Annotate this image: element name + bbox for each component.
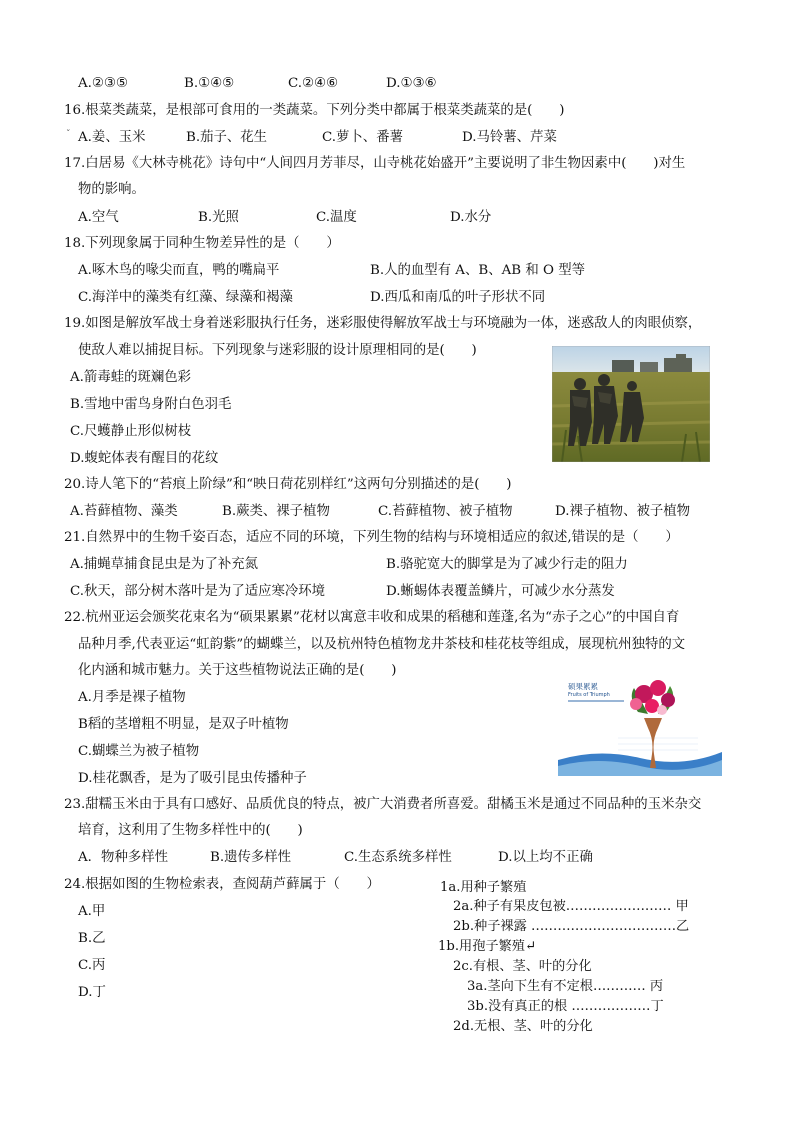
q17-option-c: C.温度	[316, 210, 357, 225]
q16-option-c: C.萝卜、番薯	[322, 130, 403, 145]
q18-option-c: C.海洋中的藻类有红藻、绿藻和褐藻	[78, 290, 293, 305]
q22-option-b: B稻的茎增粗不明显，是双子叶植物	[78, 717, 289, 732]
q21-option-b: B.骆驼宽大的脚掌是为了减少行走的阻力	[386, 557, 628, 572]
q21-stem: 21.自然界中的生物千姿百态，适应不同的环境，下列生物的结构与环境相适应的叙述,错误的是（ ）	[64, 530, 679, 545]
key-line-2c: 2c.有根、茎、叶的分化	[453, 959, 592, 974]
q18-option-a: A.啄木鸟的喙尖而直，鸭的嘴扁平	[78, 263, 280, 278]
q19-option-b: B.雪地中雷鸟身附白色羽毛	[70, 397, 232, 412]
q21-option-d: D.蜥蜴体表覆盖鳞片，可减少水分蒸发	[386, 584, 615, 599]
q21-option-c: C.秋天，部分树木落叶是为了适应寒冷环境	[70, 584, 326, 599]
q19-stem-line2: 使敌人难以捕捉目标。下列现象与迷彩服的设计原理相同的是( )	[78, 343, 477, 358]
q16-option-d: D.马铃薯、芹菜	[462, 130, 557, 145]
key-line-2a: 2a.种子有果皮包被…………………… 甲	[453, 899, 689, 914]
key-line-3b: 3b.没有真正的根 ………………丁	[467, 999, 664, 1014]
bouquet-title: 硕果累累	[568, 682, 598, 691]
q22-option-c: C.蝴蝶兰为被子植物	[78, 744, 200, 759]
q20-option-a: A.苔藓植物、藻类	[70, 504, 178, 519]
q22-stem-line1: 22.杭州亚运会颁奖花束名为“硕果累累”花材以寓意丰收和成果的稻穗和莲蓬,名为“赤子之心”的中国自育	[64, 610, 680, 625]
q16-stem: 16.根菜类蔬菜，是根部可食用的一类蔬菜。下列分类中都属于根菜类蔬菜的是( )	[64, 103, 565, 118]
q16-option-a: A.姜、玉米	[78, 130, 146, 145]
q19-option-c: C.尺蠖静止形似树枝	[70, 424, 192, 439]
q17-stem-line1: 17.白居易《大林寺桃花》诗句中“人间四月芳菲尽，山寺桃花始盛开”主要说明了非生物因素中( )对生	[64, 156, 686, 171]
q24-option-b: B.乙	[78, 931, 106, 946]
q18-option-d: D.西瓜和南瓜的叶子形状不同	[370, 290, 546, 305]
q19-option-d: D.蝮蛇体表有醒目的花纹	[70, 451, 219, 466]
q16-option-b: B.茄子、花生	[186, 130, 268, 145]
q23-option-b: B.遗传多样性	[210, 850, 292, 865]
q22-option-d: D.桂花飘香，是为了吸引昆虫传播种子	[78, 771, 307, 786]
key-line-2b: 2b.种子裸露 ……………………………乙	[453, 919, 690, 934]
q24-option-a: A.甲	[78, 904, 106, 919]
q20-option-d: D.裸子植物、被子植物	[555, 504, 691, 519]
stray-mark: ˇ	[66, 130, 71, 140]
q20-stem: 20.诗人笔下的“苔痕上阶绿”和“映日荷花别样红”这两句分别描述的是( )	[64, 477, 512, 492]
key-line-1a: 1a.用种子繁殖	[440, 880, 527, 895]
q15-option-c: C.②④⑥	[288, 76, 339, 91]
key-line-2d: 2d.无根、茎、叶的分化	[453, 1019, 593, 1034]
q19-stem-line1: 19.如图是解放军战士身着迷彩服执行任务，迷彩服使得解放军战士与环境融为一体，迷惑敌人的肉眼侦察，	[64, 316, 702, 331]
q23-stem-line2: 培育，这利用了生物多样性中的( )	[78, 823, 303, 838]
q23-option-a: A．物种多样性	[78, 850, 169, 865]
q15-option-b: B.①④⑤	[184, 76, 235, 91]
q24-stem: 24.根据如图的生物检索表，查阅葫芦藓属于（ ）	[64, 877, 380, 892]
camouflage-soldiers-photo	[552, 346, 710, 462]
q20-option-c: C.苔藓植物、被子植物	[378, 504, 513, 519]
q17-stem-line2: 物的影响。	[78, 182, 145, 197]
bouquet-subtitle: Fruits of Triumph	[568, 692, 610, 698]
q15-option-d: D.①③⑥	[386, 76, 437, 91]
q22-stem-line3: 化内涵和城市魅力。关于这些植物说法正确的是( )	[78, 663, 397, 678]
q22-stem-line2: 品种月季,代表亚运“虹韵紫”的蝴蝶兰，以及杭州特色植物龙井茶枝和桂花枝等组成，展现杭州独特的文	[78, 637, 686, 652]
q17-option-d: D.水分	[450, 210, 492, 225]
key-line-1b: 1b.用孢子繁殖↵	[438, 939, 537, 954]
q18-stem: 18.下列现象属于同种生物差异性的是（ ）	[64, 236, 340, 251]
q24-option-d: D.丁	[78, 985, 106, 1000]
q21-option-a: A.捕蝇草捕食昆虫是为了补充氮	[70, 557, 259, 572]
q17-option-b: B.光照	[198, 210, 239, 225]
q22-option-a: A.月季是裸子植物	[78, 690, 186, 705]
q24-option-c: C.丙	[78, 958, 106, 973]
q23-option-d: D.以上均不正确	[498, 850, 593, 865]
q18-option-b: B.人的血型有 A、B、AB 和 O 型等	[370, 263, 586, 278]
q20-option-b: B.蕨类、裸子植物	[222, 504, 330, 519]
q23-option-c: C.生态系统多样性	[344, 850, 452, 865]
bouquet-caption-bar	[568, 700, 624, 702]
q15-option-a: A.②③⑤	[78, 76, 128, 91]
q19-option-a: A.箭毒蛙的斑斓色彩	[70, 370, 192, 385]
q23-stem-line1: 23.甜糯玉米由于具有口感好、品质优良的特点，被广大消费者所喜爱。甜橘玉米是通过不同品种的玉米杂交	[64, 797, 702, 812]
key-line-3a: 3a.茎向下生有不定根………… 丙	[467, 979, 664, 994]
q17-option-a: A.空气	[78, 210, 119, 225]
bouquet-photo	[558, 668, 722, 776]
